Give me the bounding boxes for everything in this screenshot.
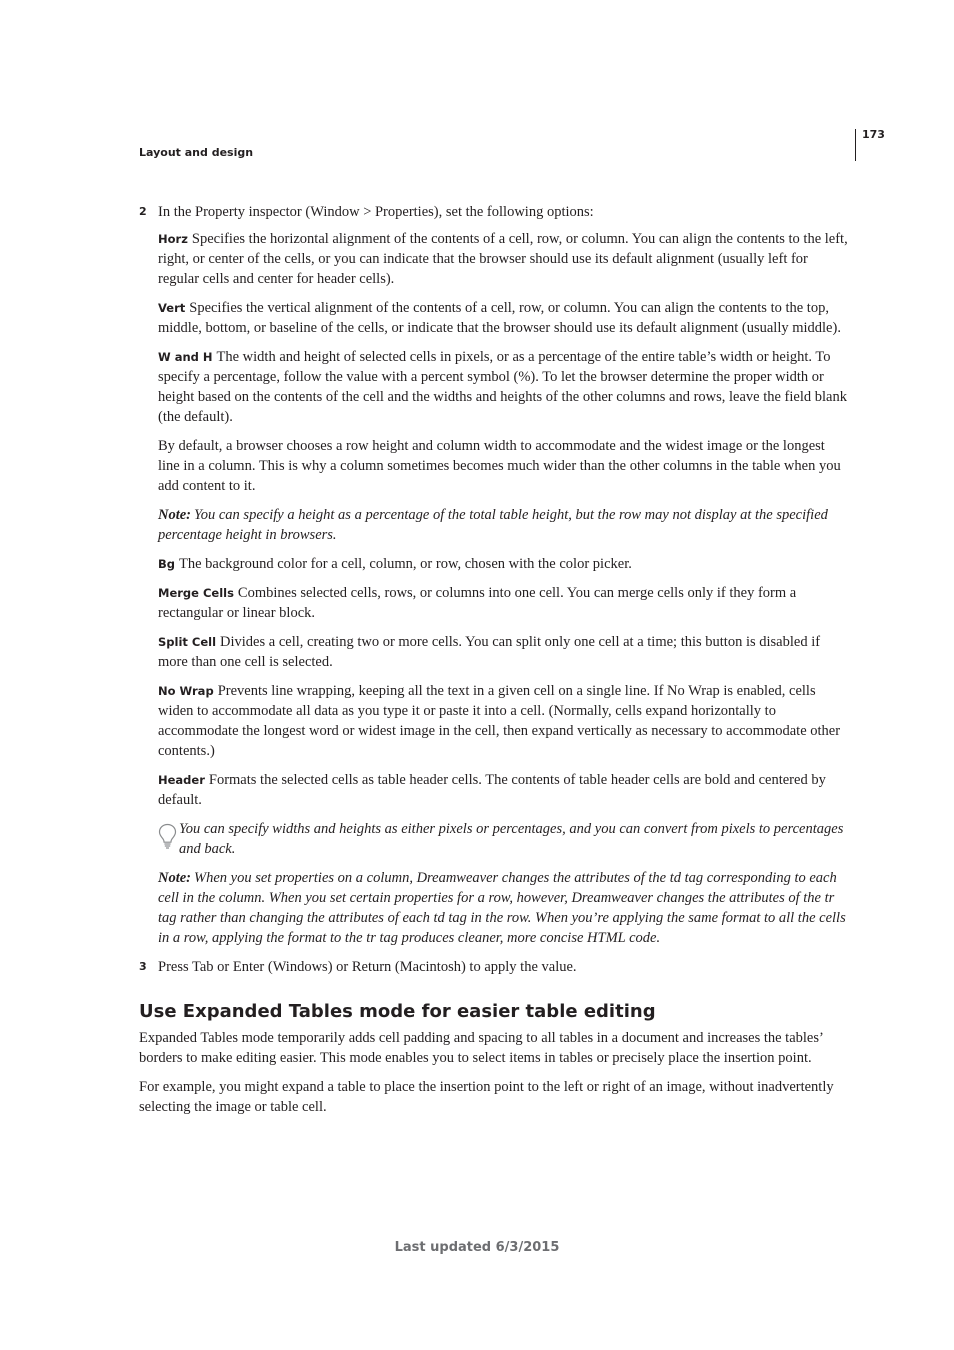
option-header (158, 770, 849, 810)
note-column-row-attributes (158, 868, 849, 948)
note-label: Note: (158, 507, 192, 523)
section-heading: Use Expanded Tables mode for easier table editing (139, 1001, 656, 1022)
option-term: Horz (158, 232, 188, 246)
option-term: Bg (158, 557, 175, 571)
note-label: Note: (158, 870, 192, 886)
section-paragraph: For example, you might expand a table to place the insertion point to the left or right of an image, without inadvertently selecting the image or table cell. (139, 1079, 834, 1115)
page-number: 173 (862, 128, 885, 141)
footer-last-updated: Last updated 6/3/2015 (394, 1240, 560, 1255)
step-text: In the Property inspector (Window > Properties), set the following options: (158, 204, 594, 220)
option-term: Merge Cells (158, 586, 234, 600)
step-2 (139, 202, 849, 222)
step-number: 3 (139, 960, 147, 973)
step-number: 2 (139, 205, 147, 218)
option-split-cell (158, 632, 849, 672)
option-description: The background color for a cell, column, or row, chosen with the color picker. (179, 556, 632, 572)
tip (158, 819, 849, 859)
option-description: Combines selected cells, rows, or columns into one cell. You can merge cells only if they form a rectangular or linear block. (158, 585, 797, 621)
lightbulb-icon (158, 819, 179, 859)
step-3 (139, 957, 849, 977)
option-horz (158, 229, 849, 289)
option-term: Header (158, 773, 205, 787)
options-list (158, 229, 849, 948)
running-head: Layout and design (139, 146, 254, 159)
page-body (139, 202, 849, 1126)
option-merge-cells (158, 583, 849, 623)
option-description: Divides a cell, creating two or more cells. You can split only one cell at a time; this button is disabled if more than one cell is selected. (158, 634, 821, 670)
step-text: Press Tab or Enter (Windows) or Return (Macintosh) to apply the value. (158, 959, 577, 975)
option-no-wrap (158, 681, 849, 761)
section-paragraph: Expanded Tables mode temporarily adds cell padding and spacing to all tables in a document and increases the tables’ borders to make editing easier. This mode enables you to select items in tables or precisely place the insertion point. (139, 1030, 823, 1066)
option-term: Vert (158, 301, 186, 315)
option-description: Specifies the vertical alignment of the contents of a cell, row, or column. You can align the contents to the top, middle, bottom, or baseline of the cells, or indicate that the browser should use its default alignment (usually middle). (158, 300, 841, 336)
option-w-and-h (158, 347, 849, 427)
tip-text: You can specify widths and heights as either pixels or percentages, and you can convert from pixels to percentages and back. (179, 821, 844, 857)
note-text: You can specify a height as a percentage of the total table height, but the row may not display at the specified percentage height in browsers. (158, 507, 828, 543)
option-description: Specifies the horizontal alignment of the contents of a cell, row, or column. You can align the contents to the left, right, or center of the cells, or you can indicate that the browser should use its default alignment (usually left for regular cells and center for header cells). (158, 231, 848, 287)
option-description: The width and height of selected cells in pixels, or as a percentage of the entire table’s width or height. To specify a percentage, follow the value with a percent symbol (%). To let the browser determine the proper width or height based on the contents of the cell and the widths and heights of the other columns and rows, leave the field blank (the default). (158, 349, 847, 425)
option-description: Prevents line wrapping, keeping all the text in a given cell on a single line. If No Wrap is enabled, cells widen to accommodate all data as you type it or paste it into a cell. (Normally, cells expand horizontally to accommodate the longest word or widest image in the cell, then expand vertically as necessary to accommodate other contents.) (158, 683, 841, 759)
option-term: No Wrap (158, 684, 214, 698)
note-percentage-height (158, 505, 849, 545)
option-bg (158, 554, 849, 574)
note-text: When you set properties on a column, Dreamweaver changes the attributes of the td tag corresponding to each cell in the column. When you set certain properties for a row, however, Dreamweaver changes the attributes of the tr tag rather than changing the attributes of each td tag in the row. When you’re applying the same format to all the cells in a row, applying the format to the tr tag produces cleaner, more concise HTML code. (158, 870, 846, 946)
option-vert (158, 298, 849, 338)
option-term: Split Cell (158, 635, 217, 649)
page-number-rule (855, 129, 856, 161)
default-size-paragraph: By default, a browser chooses a row height and column width to accommodate and the widest image or the longest line in a column. This is why a column sometimes becomes much wider than the other columns in the table when you add content to it. (158, 438, 841, 494)
option-term: W and H (158, 350, 213, 364)
option-description: Formats the selected cells as table header cells. The contents of table header cells are bold and centered by default. (158, 772, 826, 808)
